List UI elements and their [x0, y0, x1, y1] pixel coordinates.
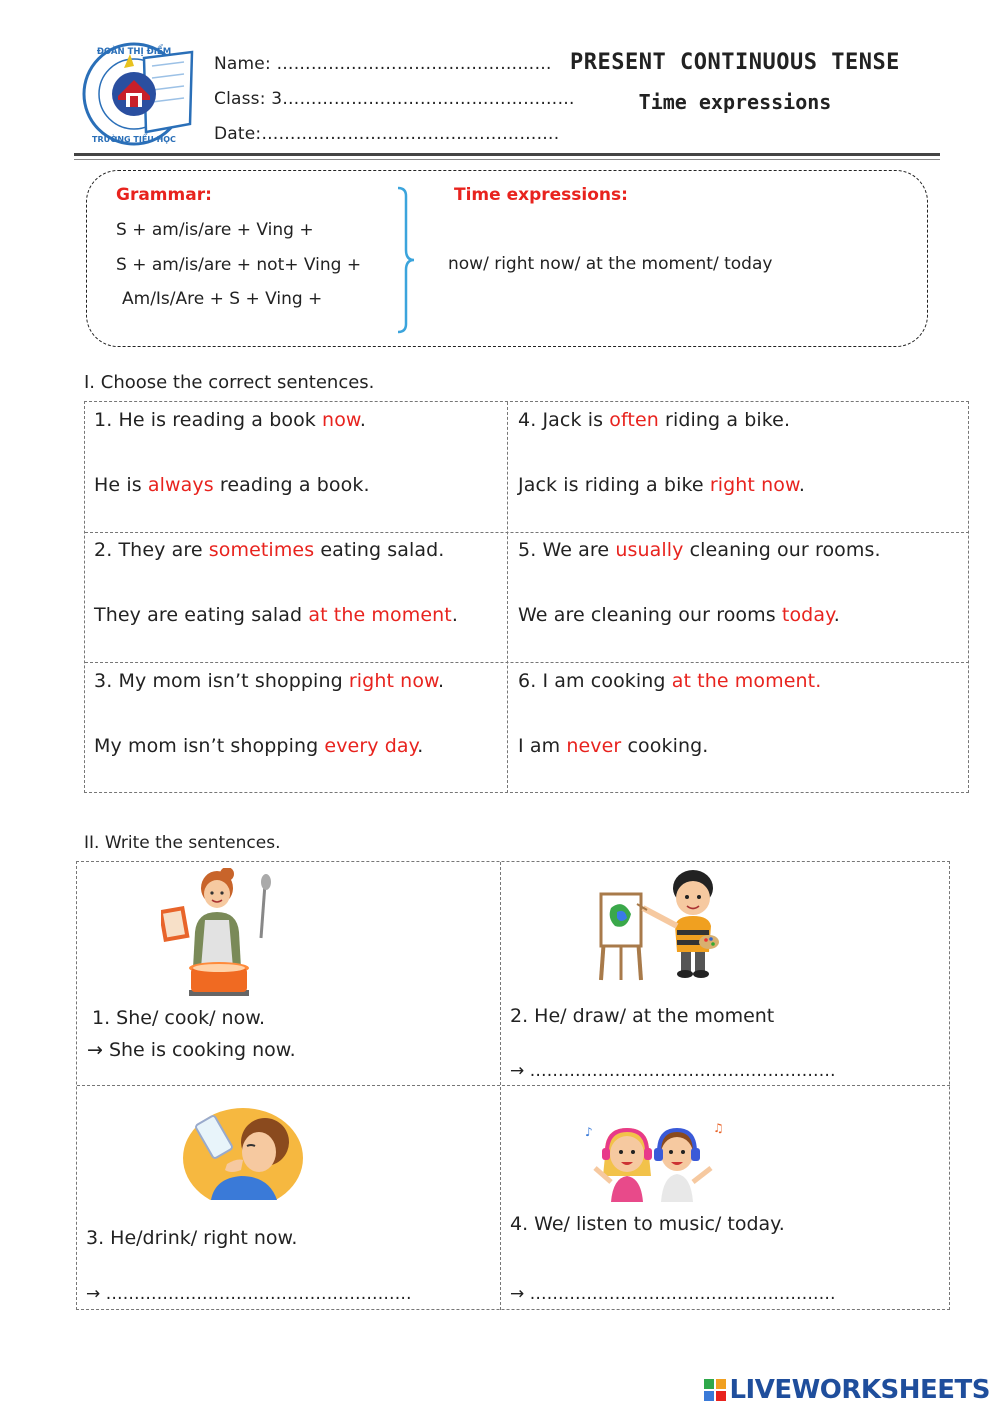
section2-title: II. Write the sentences.: [84, 833, 281, 853]
school-logo: [74, 38, 200, 148]
boy-drinking-illustration: [181, 1108, 303, 1200]
grammar-formula-negative: S + am/is/are + not+ Ving +: [116, 255, 362, 275]
page-title: PRESENT CONTINUOUS TENSE: [570, 50, 900, 75]
boy-drawing-illustration: [597, 868, 721, 982]
girl-cooking-illustration: [161, 868, 277, 996]
name-field[interactable]: Name: …………………………………………: [214, 54, 552, 74]
sentence-option[interactable]: 2. They are sometimes eating salad.: [94, 539, 445, 561]
write-answer[interactable]: → ………………………………………………: [86, 1284, 412, 1304]
write-answer[interactable]: → ………………………………………………: [510, 1061, 836, 1081]
sentence-option[interactable]: I am never cooking.: [518, 735, 709, 757]
svg-text:♫: ♫: [713, 1121, 724, 1135]
header-divider: [74, 153, 940, 156]
write-prompt: 1. She/ cook/ now.: [92, 1007, 266, 1029]
time-word: now: [322, 409, 360, 431]
time-word: often: [609, 409, 659, 431]
time-expressions-list: now/ right now/ at the moment/ today: [448, 254, 773, 274]
time-word: always: [147, 474, 214, 496]
table-divider: [85, 662, 969, 663]
write-prompt: 3. He/drink/ right now.: [86, 1227, 298, 1249]
sentence-option[interactable]: 1. He is reading a book now.: [94, 409, 366, 431]
svg-text:♪: ♪: [585, 1125, 593, 1139]
sentence-option[interactable]: 3. My mom isn’t shopping right now.: [94, 670, 445, 692]
svg-text:TRƯỜNG TIỂU HỌC: TRƯỜNG TIỂU HỌC: [92, 135, 176, 144]
time-word: never: [566, 735, 622, 757]
time-word: sometimes: [208, 539, 315, 561]
page-subtitle: Time expressions: [638, 90, 832, 114]
grammar-label: Grammar:: [116, 185, 212, 205]
sentence-option[interactable]: Jack is riding a bike right now.: [518, 474, 805, 496]
table-divider: [77, 1085, 950, 1086]
svg-text:ĐOÀN THỊ ĐIỂM: ĐOÀN THỊ ĐIỂM: [96, 47, 172, 57]
date-field[interactable]: Date:…………………………………………….: [214, 124, 560, 144]
write-prompt: 4. We/ listen to music/ today.: [510, 1213, 785, 1235]
choose-table: [84, 401, 969, 793]
header-divider-thin: [74, 159, 940, 160]
time-expressions-label: Time expressions:: [454, 185, 628, 205]
liveworksheets-watermark: LIVEWORKSHEETS: [704, 1375, 990, 1405]
table-divider: [85, 532, 969, 533]
sentence-option[interactable]: He is always reading a book.: [94, 474, 370, 496]
time-word: usually: [615, 539, 684, 561]
time-word: at the moment: [308, 604, 452, 626]
table-divider: [507, 402, 508, 793]
sentence-option[interactable]: We are cleaning our rooms today.: [518, 604, 840, 626]
write-table: [76, 861, 950, 1310]
write-prompt: 2. He/ draw/ at the moment: [510, 1005, 775, 1027]
sentence-option[interactable]: 5. We are usually cleaning our rooms.: [518, 539, 881, 561]
time-word: today: [781, 604, 834, 626]
write-answer[interactable]: → ………………………………………………: [510, 1284, 836, 1304]
class-field[interactable]: Class: 3……………………………………………: [214, 89, 575, 109]
section1-title: I. Choose the correct sentences.: [84, 372, 375, 393]
sentence-option[interactable]: 4. Jack is often riding a bike.: [518, 409, 791, 431]
time-word: right now: [348, 670, 438, 692]
brace-icon: [396, 186, 416, 334]
sentence-option[interactable]: 6. I am cooking at the moment.: [518, 670, 822, 692]
sentence-option[interactable]: My mom isn’t shopping every day.: [94, 735, 424, 757]
liveworksheets-logo-icon: [704, 1379, 726, 1401]
grammar-formula-question: Am/Is/Are + S + Ving +: [122, 289, 323, 309]
sentence-option[interactable]: They are eating salad at the moment.: [94, 604, 458, 626]
table-divider: [500, 862, 501, 1310]
grammar-formula-affirmative: S + am/is/are + Ving +: [116, 220, 314, 240]
kids-listening-music-illustration: [581, 1116, 727, 1202]
time-word: at the moment.: [671, 670, 822, 692]
time-word: every day: [324, 735, 418, 757]
write-answer[interactable]: → She is cooking now.: [87, 1039, 296, 1061]
time-word: right now: [709, 474, 799, 496]
